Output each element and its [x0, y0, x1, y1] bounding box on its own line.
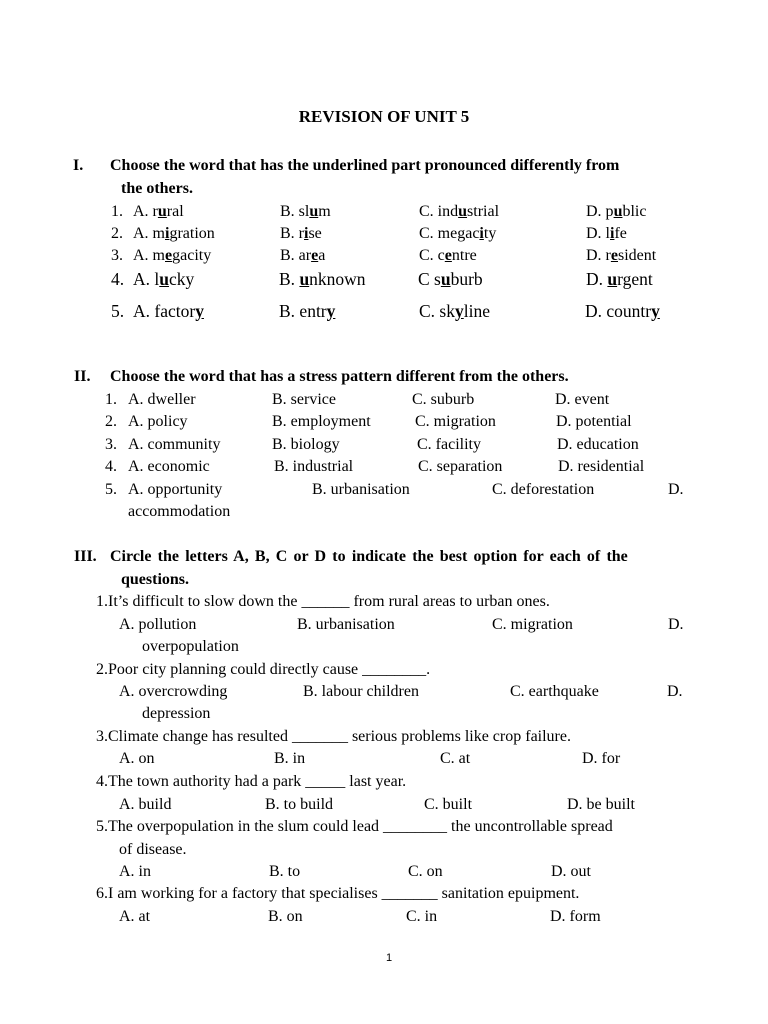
s1-q1-number: 1. [111, 203, 123, 220]
s3-q6-stem: 6.I am working for a factory that specialises _______ sanitation epuipment. [96, 885, 580, 902]
s3-q3-stem: 3.Climate change has resulted _______ serious problems like crop failure. [96, 728, 571, 745]
section-1-numeral: I. [73, 157, 84, 174]
s3-q1-option-b: B. urbanisation [297, 616, 395, 633]
s3-q1-option-d: D. [668, 616, 684, 633]
s3-q6-option-b: B. on [268, 908, 303, 925]
s1-q2-option-b: B. rise [280, 225, 322, 242]
s1-q1-option-b: B. slum [280, 203, 331, 220]
s3-q1-stem: 1.It’s difficult to slow down the ______ from rural areas to urban ones. [96, 593, 550, 610]
section-1-heading: Choose the word that has the underlined part pronounced differently from [110, 157, 620, 174]
s2-q2-number: 2. [105, 413, 117, 430]
s3-q4-option-a: A. build [119, 796, 172, 813]
s3-q5-stem: 5.The overpopulation in the slum could lead ________ the uncontrollable spread [96, 818, 613, 835]
page-number: 1 [385, 952, 393, 964]
s2-q1-option-c: C. suburb [412, 391, 475, 408]
s3-q5-stem-cont: of disease. [119, 841, 187, 858]
section-3-numeral: III. [74, 548, 97, 565]
s2-q3-number: 3. [105, 436, 117, 453]
s2-q5-option-a: A. opportunity [128, 481, 223, 498]
s1-q2-option-d: D. life [586, 225, 627, 242]
s2-q4-number: 4. [105, 458, 117, 475]
s3-q1-option-a: A. pollution [119, 616, 197, 633]
s2-q1-option-d: D. event [555, 391, 610, 408]
s3-q3-option-d: D. for [582, 750, 621, 767]
section-2-heading: Choose the word that has a stress pattern different from the others. [110, 368, 569, 385]
s2-q1-option-a: A. dweller [128, 391, 196, 408]
s2-q1-number: 1. [105, 391, 117, 408]
s1-q3-option-c: C. centre [419, 247, 477, 264]
s1-q3-number: 3. [111, 247, 123, 264]
s1-q5-number: 5. [111, 301, 125, 321]
s3-q4-option-d: D. be built [567, 796, 635, 813]
s1-q5-option-c: C. skyline [419, 301, 490, 321]
s3-q5-option-d: D. out [551, 863, 591, 880]
s2-q2-option-a: A. policy [128, 413, 188, 430]
s2-q5-option-d-text: accommodation [128, 503, 231, 520]
s2-q5-option-d: D. [668, 481, 684, 498]
page-title: REVISION OF UNIT 5 [298, 107, 470, 126]
s3-q2-option-d-text: depression [142, 705, 211, 722]
s1-q1-option-c: C. industrial [419, 203, 500, 220]
s2-q5-option-b: B. urbanisation [312, 481, 410, 498]
s2-q3-option-c: C. facility [417, 436, 481, 453]
s1-q1-option-a: A. rural [133, 203, 184, 220]
section-1-heading-cont: the others. [121, 180, 193, 197]
s1-q2-option-c: C. megacity [419, 225, 497, 242]
s2-q1-option-b: B. service [272, 391, 336, 408]
section-3-heading-cont: questions. [121, 571, 190, 588]
s1-q5-option-d: D. country [585, 301, 660, 321]
s3-q1-option-d-text: overpopulation [142, 638, 239, 655]
s1-q2-number: 2. [111, 225, 123, 242]
s1-q4-number: 4. [111, 269, 125, 289]
s1-q4-option-d: D. urgent [586, 269, 653, 289]
s2-q4-option-a: A. economic [128, 458, 210, 475]
s3-q5-option-a: A. in [119, 863, 151, 880]
s2-q5-number: 5. [105, 481, 117, 498]
s1-q4-option-c: C suburb [418, 269, 483, 289]
s3-q4-option-c: C. built [424, 796, 473, 813]
s1-q5-option-a: A. factory [133, 301, 204, 321]
s2-q4-option-c: C. separation [418, 458, 503, 475]
s2-q2-option-c: C. migration [415, 413, 496, 430]
s3-q5-option-c: C. on [408, 863, 443, 880]
s2-q3-option-b: B. biology [272, 436, 340, 453]
s3-q3-option-c: C. at [440, 750, 471, 767]
s3-q3-option-a: A. on [119, 750, 155, 767]
s1-q5-option-b: B. entry [279, 301, 336, 321]
s3-q2-option-c: C. earthquake [510, 683, 599, 700]
s1-q4-option-a: A. lucky [133, 269, 195, 289]
s1-q2-option-a: A. migration [133, 225, 215, 242]
s1-q3-option-d: D. resident [586, 247, 657, 264]
s3-q4-option-b: B. to build [265, 796, 334, 813]
s1-q4-option-b: B. unknown [279, 269, 366, 289]
s3-q2-option-b: B. labour children [303, 683, 419, 700]
section-3-heading: Circle the letters A, B, C or D to indicate the best option for each of the [110, 548, 628, 565]
section-2-numeral: II. [74, 368, 91, 385]
s1-q3-option-b: B. area [280, 247, 326, 264]
s2-q5-option-c: C. deforestation [492, 481, 595, 498]
s1-q1-option-d: D. public [586, 203, 647, 220]
s3-q1-option-c: C. migration [492, 616, 573, 633]
s3-q2-stem: 2.Poor city planning could directly cause ________. [96, 661, 431, 678]
s1-q3-option-a: A. megacity [133, 247, 212, 264]
s3-q6-option-d: D. form [550, 908, 601, 925]
s3-q2-option-d: D. [667, 683, 683, 700]
s3-q6-option-c: C. in [406, 908, 438, 925]
s3-q6-option-a: A. at [119, 908, 151, 925]
s2-q2-option-d: D. potential [556, 413, 632, 430]
s3-q4-stem: 4.The town authority had a park _____ last year. [96, 773, 407, 790]
s2-q4-option-b: B. industrial [274, 458, 354, 475]
s2-q3-option-a: A. community [128, 436, 221, 453]
s3-q5-option-b: B. to [269, 863, 301, 880]
s2-q3-option-d: D. education [557, 436, 639, 453]
s2-q2-option-b: B. employment [272, 413, 371, 430]
s3-q3-option-b: B. in [274, 750, 306, 767]
s2-q4-option-d: D. residential [558, 458, 645, 475]
s3-q2-option-a: A. overcrowding [119, 683, 228, 700]
